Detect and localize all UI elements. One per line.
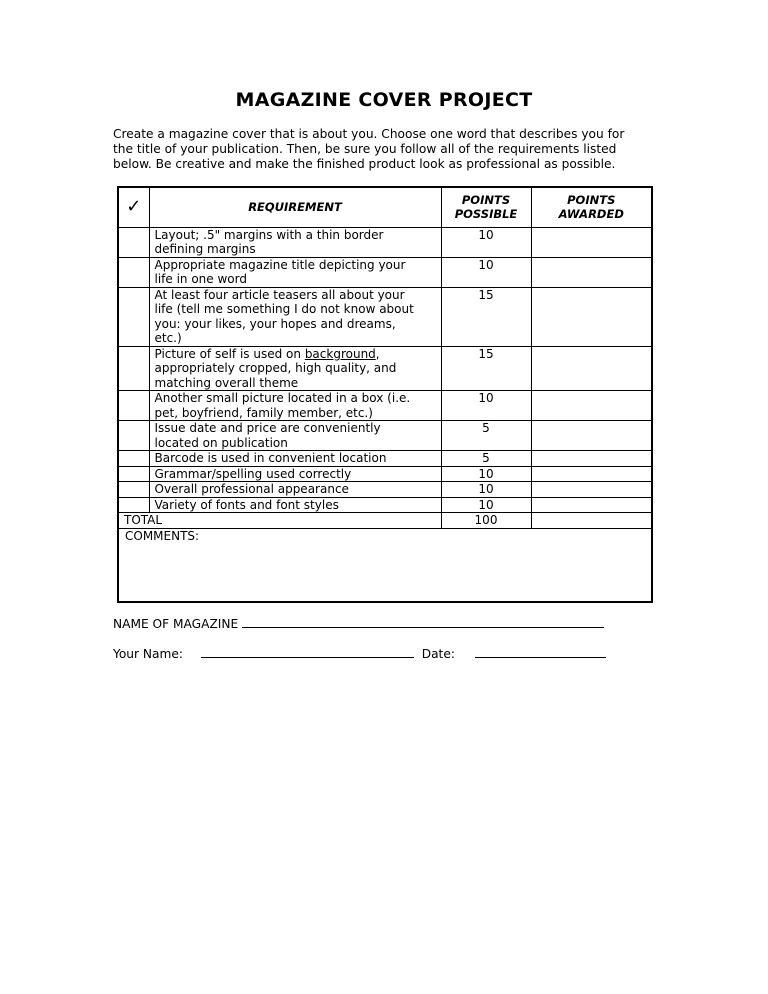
points-possible-cell: 15 — [441, 346, 531, 391]
requirement-cell — [149, 257, 441, 287]
instruction-line: the title of your publication. Then, be sure you follow all of the requirements listed — [113, 142, 617, 156]
points-awarded-cell[interactable] — [531, 497, 652, 513]
rubric-table — [117, 186, 653, 603]
requirement-text: appropriately cropped, high quality, and — [154, 361, 397, 375]
magazine-name-field[interactable] — [242, 614, 604, 628]
total-points: 100 — [441, 513, 531, 529]
comments-row — [118, 528, 652, 602]
instruction-line: Create a magazine cover that is about you. Choose one word that describes you for — [113, 127, 625, 141]
requirement-text: you: your likes, your hopes and dreams, — [154, 316, 396, 331]
requirement-cell: Variety of fonts and font styles — [149, 497, 441, 513]
check-cell[interactable] — [118, 497, 149, 513]
table-row — [118, 257, 652, 287]
table-row — [118, 421, 652, 451]
requirement-text: matching overall theme — [154, 375, 299, 390]
check-cell[interactable] — [118, 482, 149, 498]
total-awarded-cell[interactable] — [531, 513, 652, 529]
check-cell[interactable] — [118, 391, 149, 421]
check-mark-icon: ✓ — [118, 187, 149, 227]
check-cell[interactable] — [118, 346, 149, 391]
your-name-field[interactable] — [201, 644, 414, 658]
requirement-text — [155, 347, 441, 362]
table-row — [118, 497, 652, 513]
requirement-text: etc.) — [154, 331, 182, 345]
requirement-text-part: Picture of self is used on — [154, 346, 305, 361]
date-label: Date: — [421, 647, 455, 661]
requirement-cell: Overall professional appearance — [149, 482, 441, 498]
instruction-line: below. Be creative and make the finished product look as professional as possible. — [113, 157, 616, 171]
check-cell[interactable] — [118, 466, 149, 482]
points-possible-cell: 10 — [441, 497, 531, 513]
table-row — [118, 287, 652, 346]
points-awarded-cell[interactable] — [531, 391, 652, 421]
table-row — [118, 346, 652, 391]
requirement-text: life in one word — [154, 272, 247, 286]
points-awarded-cell[interactable] — [531, 466, 652, 482]
check-cell[interactable] — [118, 257, 149, 287]
table-row — [118, 482, 652, 498]
header-points-possible-line1: POINTS — [461, 192, 511, 207]
requirement-cell — [149, 287, 441, 346]
points-awarded-cell[interactable] — [531, 482, 652, 498]
header-points-possible-line2: POSSIBLE — [454, 207, 518, 222]
header-points-awarded-line2: AWARDED — [558, 207, 624, 222]
requirement-cell — [149, 346, 441, 391]
check-cell[interactable] — [118, 227, 149, 257]
requirement-text: located on publication — [154, 435, 288, 450]
comments-field[interactable] — [118, 528, 652, 602]
check-cell[interactable] — [118, 287, 149, 346]
points-possible-cell: 15 — [441, 287, 531, 346]
table-row — [118, 227, 652, 257]
points-possible-cell: 10 — [441, 227, 531, 257]
points-possible-cell: 10 — [441, 482, 531, 498]
requirement-cell: Barcode is used in convenient location — [149, 451, 441, 467]
comments-label: COMMENTS: — [125, 528, 200, 543]
requirement-cell — [149, 421, 441, 451]
requirement-text: Another small picture located in a box (i.e. — [154, 391, 411, 405]
check-cell[interactable] — [118, 451, 149, 467]
total-row — [118, 513, 652, 529]
magazine-name-line — [113, 614, 604, 631]
points-awarded-cell[interactable] — [531, 451, 652, 467]
requirement-cell: Grammar/spelling used correctly — [149, 466, 441, 482]
points-possible-cell: 10 — [441, 257, 531, 287]
points-possible-cell: 5 — [441, 451, 531, 467]
your-name-label: Your Name: — [113, 647, 183, 661]
requirement-text: Layout; .5" margins with a thin border — [154, 227, 384, 242]
requirement-text-underlined: background — [304, 346, 376, 361]
header-points-possible — [441, 187, 531, 227]
check-cell[interactable] — [118, 421, 149, 451]
points-awarded-cell[interactable] — [531, 287, 652, 346]
requirement-text: pet, boyfriend, family member, etc.) — [154, 405, 373, 420]
points-possible-cell: 10 — [441, 466, 531, 482]
points-possible-cell: 5 — [441, 421, 531, 451]
header-points-awarded — [531, 187, 652, 227]
requirement-cell — [149, 391, 441, 421]
points-awarded-cell[interactable] — [531, 346, 652, 391]
table-header-row — [118, 187, 652, 227]
table-row — [118, 451, 652, 467]
points-awarded-cell[interactable] — [531, 421, 652, 451]
total-label: TOTAL — [118, 513, 441, 529]
requirement-text: Issue date and price are conveniently — [154, 421, 381, 435]
requirement-cell — [149, 227, 441, 257]
header-points-awarded-line1: POINTS — [567, 192, 616, 207]
requirement-text: life (tell me something I do not know about — [154, 302, 414, 316]
points-possible-cell: 10 — [441, 391, 531, 421]
table-row — [118, 391, 652, 421]
points-awarded-cell[interactable] — [531, 257, 652, 287]
requirement-text-part: , — [375, 346, 380, 361]
page-title: MAGAZINE COVER PROJECT — [235, 89, 533, 111]
requirement-text: defining margins — [154, 242, 256, 256]
instructions — [113, 127, 658, 172]
requirement-text: Appropriate magazine title depicting your — [154, 257, 406, 272]
header-requirement: REQUIREMENT — [149, 187, 441, 227]
name-date-line — [113, 644, 606, 661]
magazine-name-label: NAME OF MAGAZINE — [113, 617, 239, 631]
points-awarded-cell[interactable] — [531, 227, 652, 257]
table-row — [118, 466, 652, 482]
requirement-text: At least four article teasers all about your — [154, 287, 405, 302]
date-field[interactable] — [475, 644, 606, 658]
